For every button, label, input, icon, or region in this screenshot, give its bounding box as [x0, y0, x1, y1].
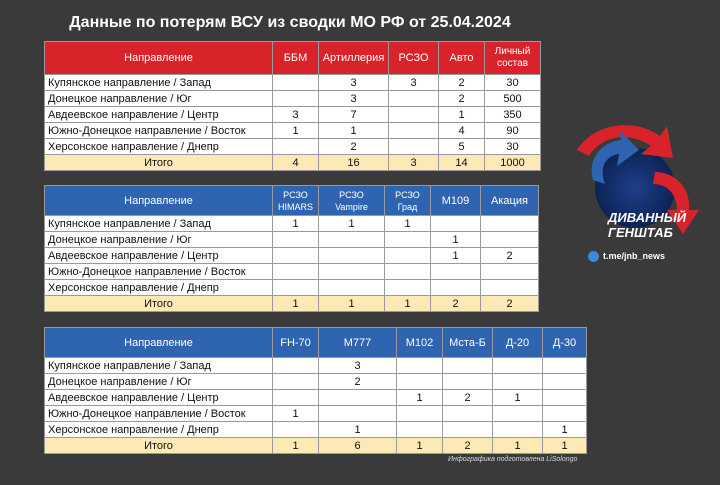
table-cell — [543, 390, 587, 406]
total-label: Итого — [45, 296, 273, 312]
brand-line-2: ГЕНШТАБ — [608, 225, 673, 240]
table-row-label: Южно-Донецкое направление / Восток — [45, 123, 273, 139]
table-cell — [319, 390, 397, 406]
header-d30: Д-30 — [543, 328, 587, 358]
table-cell: 7 — [319, 107, 389, 123]
table-cell — [273, 280, 319, 296]
total-cell: 1 — [273, 296, 319, 312]
table-cell: 1 — [273, 123, 319, 139]
total-cell: 14 — [439, 155, 485, 171]
table-cell — [385, 248, 431, 264]
table-cell — [389, 139, 439, 155]
header-direction: Направление — [45, 186, 273, 216]
page-title: Данные по потерям ВСУ из сводки МО РФ от 25.04.2024 — [69, 14, 511, 31]
total-cell: 2 — [443, 438, 493, 454]
table-cell: 1 — [319, 123, 389, 139]
table-row-label: Херсонское направление / Днепр — [45, 280, 273, 296]
total-cell: 2 — [431, 296, 481, 312]
header-direction: Направление — [45, 42, 273, 75]
table-cell — [431, 280, 481, 296]
table-cell: 1 — [273, 216, 319, 232]
header-msta-b: Мста-Б — [443, 328, 493, 358]
header-personnel: Личный состав — [485, 42, 541, 75]
total-cell: 6 — [319, 438, 397, 454]
table-cell — [493, 406, 543, 422]
table-cell: 1 — [385, 216, 431, 232]
header-auto: Авто — [439, 42, 485, 75]
table-row-label: Купянское направление / Запад — [45, 216, 273, 232]
infographic-credit: Инфографика подготовлена LiSolongo — [448, 456, 578, 463]
table-cell: 1 — [319, 216, 385, 232]
table-cell: 3 — [319, 75, 389, 91]
table-cell — [443, 374, 493, 390]
table-cell — [481, 280, 539, 296]
table-cell: 2 — [319, 139, 389, 155]
total-cell: 4 — [273, 155, 319, 171]
table-cell — [319, 280, 385, 296]
table-cell: 1 — [273, 406, 319, 422]
table-row-label: Донецкое направление / Юг — [45, 232, 273, 248]
table-row-label: Донецкое направление / Юг — [45, 91, 273, 107]
table-row-label: Херсонское направление / Днепр — [45, 422, 273, 438]
table-cell: 4 — [439, 123, 485, 139]
table-cell: 1 — [397, 390, 443, 406]
header-m109: M109 — [431, 186, 481, 216]
table-cell — [385, 264, 431, 280]
table-cell: 3 — [273, 107, 319, 123]
table-row-label: Южно-Донецкое направление / Восток — [45, 406, 273, 422]
header-akatsiya: Акация — [481, 186, 539, 216]
header-main: РСЗО — [283, 189, 308, 200]
losses-table-3 — [44, 327, 587, 454]
table-cell — [431, 216, 481, 232]
table-cell: 2 — [439, 91, 485, 107]
total-label: Итого — [45, 438, 273, 454]
table-cell — [389, 91, 439, 107]
table-row-label: Южно-Донецкое направление / Восток — [45, 264, 273, 280]
table-cell: 30 — [485, 75, 541, 91]
table-cell — [397, 422, 443, 438]
table-cell: 350 — [485, 107, 541, 123]
table-cell — [493, 374, 543, 390]
table-cell — [493, 422, 543, 438]
table-cell — [543, 406, 587, 422]
table-cell — [319, 248, 385, 264]
table-cell: 2 — [319, 374, 397, 390]
table-cell — [273, 139, 319, 155]
table-cell — [481, 264, 539, 280]
table-row-label: Авдеевское направление / Центр — [45, 107, 273, 123]
table-cell — [389, 107, 439, 123]
table-row-label: Донецкое направление / Юг — [45, 374, 273, 390]
table-row-label: Авдеевское направление / Центр — [45, 248, 273, 264]
losses-table-2 — [44, 185, 539, 312]
table-cell — [385, 232, 431, 248]
total-cell: 1000 — [485, 155, 541, 171]
table-cell — [319, 406, 397, 422]
total-cell: 1 — [397, 438, 443, 454]
total-cell: 1 — [319, 296, 385, 312]
table-cell — [481, 232, 539, 248]
header-vampire — [319, 186, 385, 216]
table-cell — [319, 264, 385, 280]
header-fh70: FH-70 — [273, 328, 319, 358]
losses-table-1 — [44, 41, 541, 171]
header-direction: Направление — [45, 328, 273, 358]
table-cell — [273, 374, 319, 390]
table-cell — [319, 232, 385, 248]
header-m102: M102 — [397, 328, 443, 358]
table-cell: 3 — [319, 91, 389, 107]
header-bbm: ББМ — [273, 42, 319, 75]
table-cell — [385, 280, 431, 296]
table-cell: 500 — [485, 91, 541, 107]
table-cell — [397, 374, 443, 390]
table-cell — [273, 248, 319, 264]
table-cell — [431, 264, 481, 280]
table-cell: 2 — [443, 390, 493, 406]
table-cell: 1 — [439, 107, 485, 123]
total-label: Итого — [45, 155, 273, 171]
header-sub: HIMARS — [277, 201, 313, 212]
table-cell: 1 — [493, 390, 543, 406]
total-cell: 1 — [273, 438, 319, 454]
table-cell: 5 — [439, 139, 485, 155]
header-d20: Д-20 — [493, 328, 543, 358]
table-cell — [273, 232, 319, 248]
table-cell — [543, 374, 587, 390]
header-m777: M777 — [319, 328, 397, 358]
brand-line-1: ДИВАННЫЙ — [608, 210, 687, 225]
table-row-label: Купянское направление / Запад — [45, 358, 273, 374]
telegram-link[interactable] — [588, 251, 665, 262]
table-cell — [481, 216, 539, 232]
header-sub: Град — [397, 201, 418, 212]
table-cell: 1 — [543, 422, 587, 438]
header-grad — [385, 186, 431, 216]
table-cell — [443, 422, 493, 438]
header-main: РСЗО — [339, 189, 364, 200]
table-cell — [273, 264, 319, 280]
brand-name — [608, 210, 686, 240]
table-cell: 1 — [431, 248, 481, 264]
table-cell — [397, 406, 443, 422]
table-cell: 1 — [431, 232, 481, 248]
total-cell: 3 — [389, 155, 439, 171]
table-row-label: Купянское направление / Запад — [45, 75, 273, 91]
table-cell — [493, 358, 543, 374]
table-row-label: Херсонское направление / Днепр — [45, 139, 273, 155]
header-himars — [273, 186, 319, 216]
table-cell — [273, 75, 319, 91]
total-cell: 1 — [493, 438, 543, 454]
table-cell — [443, 358, 493, 374]
table-cell: 3 — [319, 358, 397, 374]
table-cell — [273, 91, 319, 107]
table-cell — [443, 406, 493, 422]
table-cell: 3 — [389, 75, 439, 91]
table-cell: 90 — [485, 123, 541, 139]
table-cell — [273, 390, 319, 406]
table-cell: 2 — [481, 248, 539, 264]
header-artillery: Артиллерия — [319, 42, 389, 75]
table-cell: 1 — [319, 422, 397, 438]
table-cell — [389, 123, 439, 139]
table-cell — [397, 358, 443, 374]
table-cell — [543, 358, 587, 374]
table-cell — [273, 358, 319, 374]
total-cell: 2 — [481, 296, 539, 312]
telegram-icon — [588, 251, 599, 262]
table-cell — [273, 422, 319, 438]
table-row-label: Авдеевское направление / Центр — [45, 390, 273, 406]
total-cell: 1 — [385, 296, 431, 312]
header-mlrs: РСЗО — [389, 42, 439, 75]
header-main: РСЗО — [395, 189, 420, 200]
total-cell: 1 — [543, 438, 587, 454]
table-cell: 30 — [485, 139, 541, 155]
header-sub: Vampire — [335, 201, 368, 212]
table-cell: 2 — [439, 75, 485, 91]
total-cell: 16 — [319, 155, 389, 171]
telegram-handle: t.me/jnb_news — [603, 251, 666, 261]
